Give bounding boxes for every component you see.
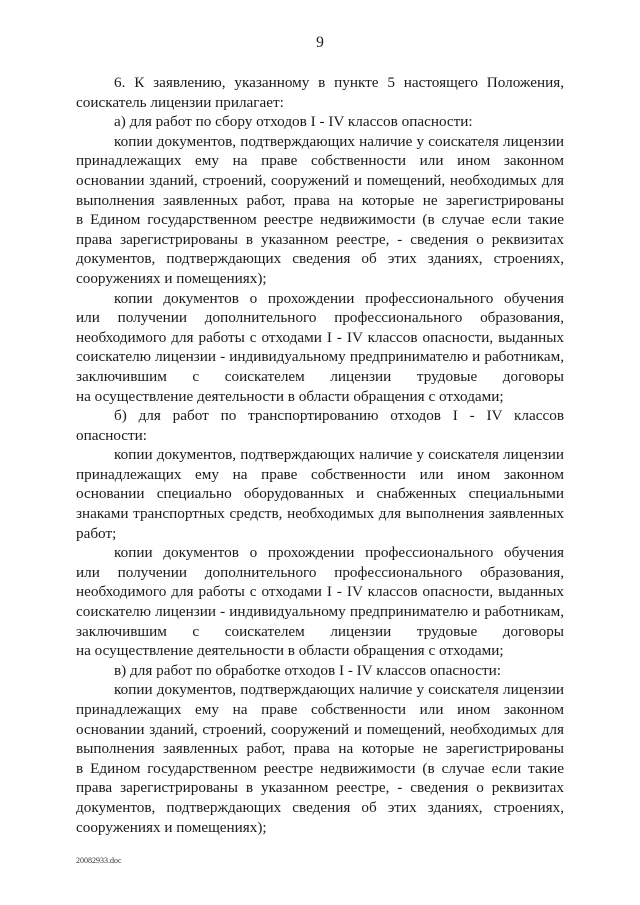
text-line: соискателю лицензии - индивидуальному предпринимателю и работникам, xyxy=(76,603,564,621)
page-number: 9 xyxy=(316,34,324,51)
text-line: сооружениях и помещениях); xyxy=(76,818,267,836)
document-body xyxy=(76,73,564,837)
text-line: принадлежащих ему на праве собственности или ином законном xyxy=(76,701,564,718)
text-line: сооружениях и помещениях); xyxy=(76,269,267,287)
text-line: заключившим с соискателем лицензии трудовые договоры xyxy=(76,367,564,385)
text-line: принадлежащих ему на праве собственности или ином законном xyxy=(76,465,564,483)
paragraph xyxy=(76,445,564,543)
footer-filename: 20082933.doc xyxy=(76,856,122,865)
text-line: в Едином государственном реестре недвижимости (в случае если такие xyxy=(76,211,564,229)
text-line: копии документов, подтверждающих наличие у соискателя лицензии xyxy=(114,446,564,464)
text-line: работ; xyxy=(76,524,117,542)
text-line: заключившим с соискателем лицензии трудовые договоры xyxy=(76,622,564,640)
text-line: соискателю лицензии - индивидуальному предпринимателю и работникам, xyxy=(76,348,564,366)
text-line: в) для работ по обработке отходов I - IV классов опасности: xyxy=(114,661,501,679)
text-line: а) для работ по сбору отходов I - IV классов опасности: xyxy=(114,113,473,131)
paragraph xyxy=(76,289,564,407)
paragraph xyxy=(76,661,564,681)
text-line: необходимого для работы с отходами I - IV классов опасности, выданных xyxy=(76,583,564,601)
text-line: или получении дополнительного профессионального образования, xyxy=(76,309,564,327)
paragraph xyxy=(76,132,564,289)
text-line: основании зданий, строений, сооружений и помещений, необходимых для xyxy=(76,720,564,738)
text-line: в Едином государственном реестре недвижимости (в случае если такие xyxy=(76,759,564,777)
text-line: документов, подтверждающих сведения об этих зданиях, строениях, xyxy=(76,250,564,268)
text-line: знаками транспортных средств, необходимых для выполнения заявленных xyxy=(76,505,564,523)
text-line: выполнения заявленных работ, права на которые не зарегистрированы xyxy=(76,191,564,209)
text-line: основании зданий, строений, сооружений и помещений, необходимых для xyxy=(76,171,564,189)
text-line: или получении дополнительного профессионального образования, xyxy=(76,563,564,581)
text-line: копии документов, подтверждающих наличие у соискателя лицензии xyxy=(114,132,564,150)
text-line: на осуществление деятельности в области обращения с отходами; xyxy=(76,387,504,405)
paragraph xyxy=(76,112,564,132)
text-line: копии документов о прохождении профессионального обучения xyxy=(114,544,564,562)
text-line: копии документов, подтверждающих наличие у соискателя лицензии xyxy=(114,681,564,699)
text-line: документов, подтверждающих сведения об этих зданиях, строениях, xyxy=(76,798,564,816)
text-line: принадлежащих ему на праве собственности или ином законном xyxy=(76,152,564,170)
text-line: необходимого для работы с отходами I - IV классов опасности, выданных xyxy=(76,328,564,346)
text-line: б) для работ по транспортированию отходов I - IV классов xyxy=(114,407,564,425)
paragraph xyxy=(76,73,564,112)
text-line: основании специально оборудованных и снабженных специальными xyxy=(76,485,564,503)
text-line: выполнения заявленных работ, права на которые не зарегистрированы xyxy=(76,740,564,758)
paragraph xyxy=(76,543,564,661)
text-line: опасности: xyxy=(76,426,148,444)
text-line: соискатель лицензии прилагает: xyxy=(76,93,284,111)
text-line: на осуществление деятельности в области обращения с отходами; xyxy=(76,642,504,660)
text-line: копии документов о прохождении профессионального обучения xyxy=(114,289,564,307)
paragraph xyxy=(76,680,564,837)
text-line: права зарегистрированы в указанном реестре, - сведения о реквизитах xyxy=(76,230,564,248)
text-line: права зарегистрированы в указанном реестре, - сведения о реквизитах xyxy=(76,779,564,797)
text-line: 6. К заявлению, указанному в пункте 5 настоящего Положения, xyxy=(114,74,564,91)
paragraph xyxy=(76,406,564,445)
